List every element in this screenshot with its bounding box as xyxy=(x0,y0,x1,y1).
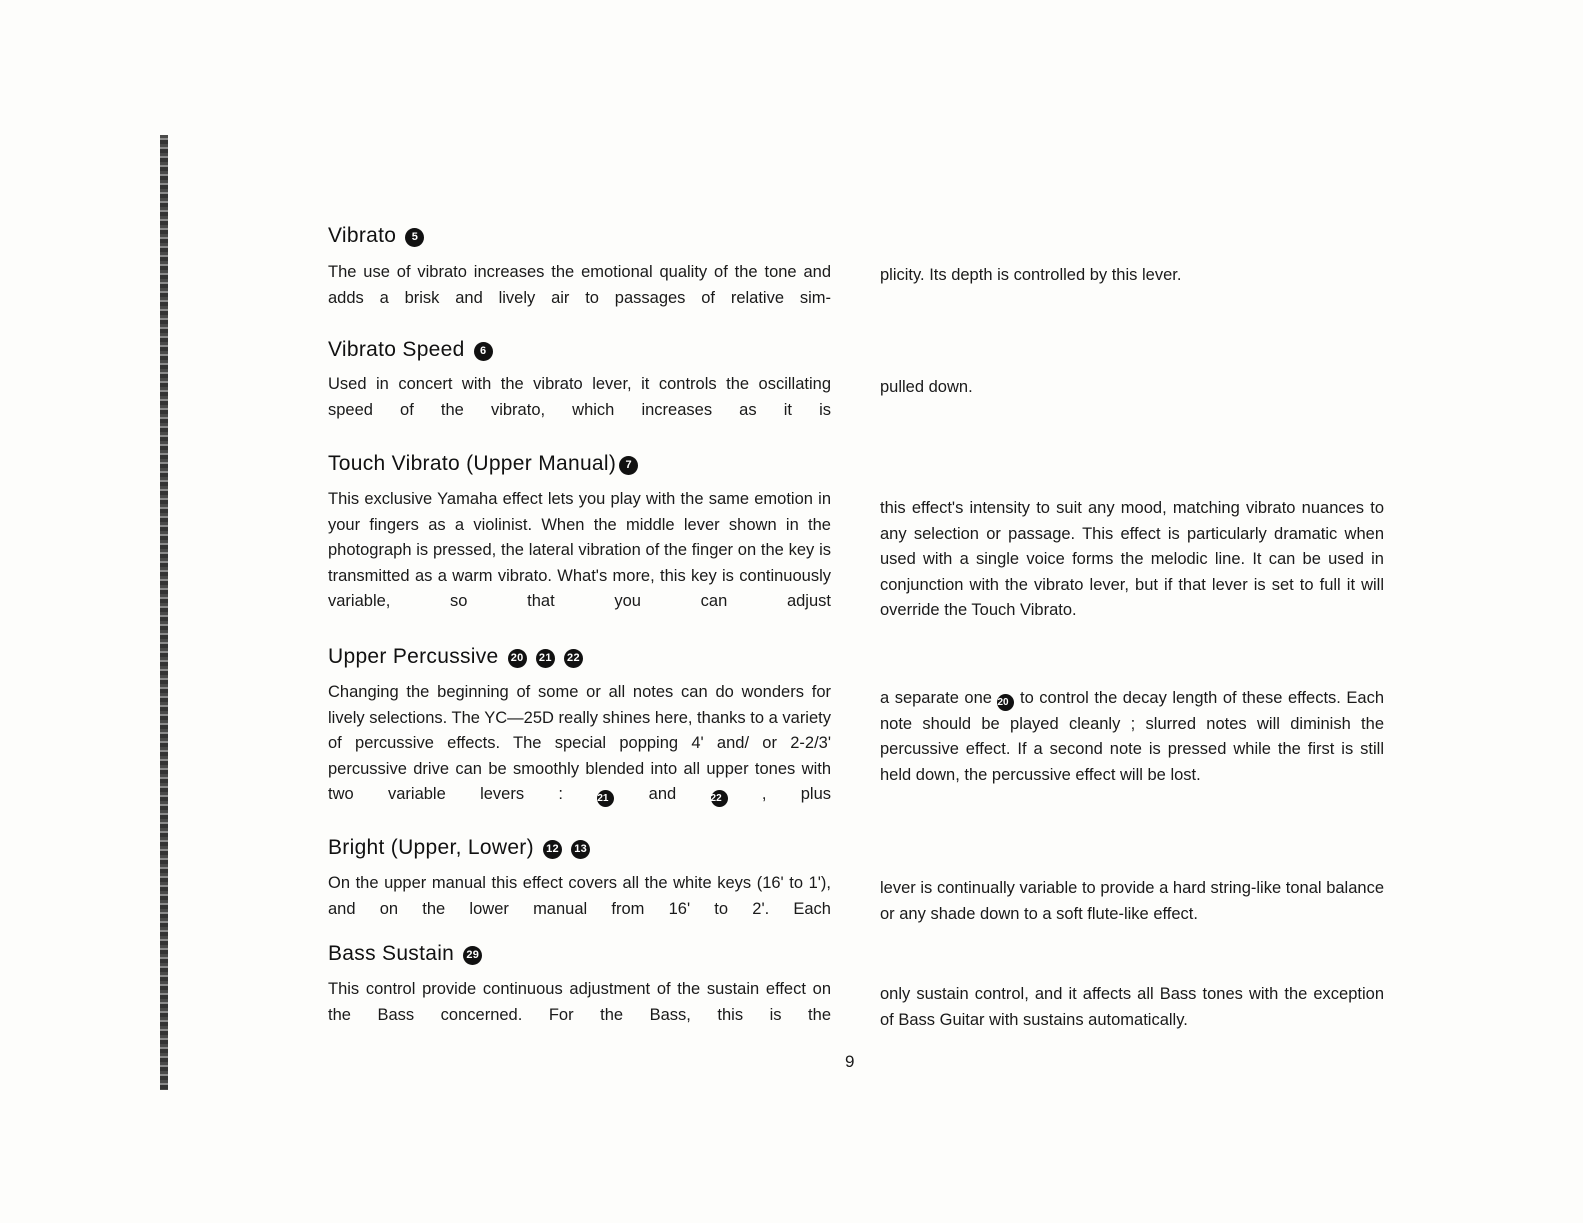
heading-text: Vibrato xyxy=(328,224,397,247)
right-column-lead: a separate one xyxy=(880,689,992,707)
right-column-body: to control the decay length of these effects. Each note should be played cleanly ; slurred notes will diminish the percussive effect. If a second note is pressed while the first is still held down, the percussive effect will be lost. xyxy=(880,689,1384,784)
inline-control-number: 21 xyxy=(597,790,614,807)
right-column-text: plicity. Its depth is controlled by this lever. xyxy=(880,266,1182,284)
section-heading xyxy=(328,645,583,669)
heading-text: Bright (Upper, Lower) xyxy=(328,836,534,859)
heading-text: Vibrato Speed xyxy=(328,338,465,361)
control-number-badge: 22 xyxy=(564,649,583,668)
left-column-text: This exclusive Yamaha effect lets you play with the same emotion in your fingers as a violinist. When the middle lever shown in the photograph is pressed, the lateral vibration of the finger on the key is transmitted as a warm vibrato. What's more, this key is continuously variable, so that you can adjust xyxy=(328,490,831,610)
control-number-badge: 7 xyxy=(619,456,638,475)
control-number-badge: 20 xyxy=(508,649,527,668)
control-number-badge: 12 xyxy=(543,840,562,859)
left-column-text xyxy=(328,680,831,808)
right-column-text: only sustain control, and it affects all Bass tones with the exception of Bass Guitar with sustains automatically. xyxy=(880,985,1384,1029)
control-number-badge: 5 xyxy=(405,228,424,247)
page-number: 9 xyxy=(845,1052,855,1071)
heading-text: Touch Vibrato (Upper Manual) xyxy=(328,452,617,475)
control-number-badge: 6 xyxy=(474,342,493,361)
left-column-tail: , plus xyxy=(761,785,832,803)
page-binding-edge xyxy=(160,135,168,1090)
right-column-text: this effect's intensity to suit any mood, matching vibrato nuances to any selection or passage. This effect is particularly dramatic when used with a single voice forms the melodic line. It can be used in conjunction with the vibrato lever, but if that lever is set to full it will override the Touch Vibrato. xyxy=(880,499,1384,619)
section-heading xyxy=(328,338,493,362)
section-heading xyxy=(328,836,590,860)
right-column-text: pulled down. xyxy=(880,378,973,396)
section-heading xyxy=(328,452,638,476)
inline-conjunction: and xyxy=(648,785,677,803)
inline-control-number: 22 xyxy=(711,790,728,807)
left-column-text: The use of vibrato increases the emotional quality of the tone and adds a brisk and lively air to passages of relative sim- xyxy=(328,263,831,307)
control-number-badge: 21 xyxy=(536,649,555,668)
section-heading xyxy=(328,224,424,248)
section-heading xyxy=(328,942,482,966)
left-column-body: Changing the beginning of some or all notes can do wonders for lively selections. The YC—25D really shines here, thanks to a variety of percussive effects. The special popping 4' and/ or 2-2/3' percussive drive can be smoothly blended into all upper tones with two variable levers : xyxy=(328,683,831,803)
left-column-text: On the upper manual this effect covers all the white keys (16' to 1'), and on the lower manual from 16' to 2'. Each xyxy=(328,874,831,918)
heading-text: Upper Percussive xyxy=(328,645,499,668)
control-number-badge: 13 xyxy=(571,840,590,859)
control-number-badge: 29 xyxy=(463,946,482,965)
right-column-text: lever is continually variable to provide a hard string-like tonal balance or any shade down to a soft flute-like effect. xyxy=(880,879,1384,923)
left-column-text: Used in concert with the vibrato lever, it controls the oscillating speed of the vibrato, which increases as it is xyxy=(328,375,831,419)
left-column-text: This control provide continuous adjustment of the sustain effect on the Bass concerned. For the Bass, this is the xyxy=(328,980,831,1024)
inline-control-number: 20 xyxy=(997,694,1014,711)
right-column-text xyxy=(880,686,1384,788)
heading-text: Bass Sustain xyxy=(328,942,455,965)
